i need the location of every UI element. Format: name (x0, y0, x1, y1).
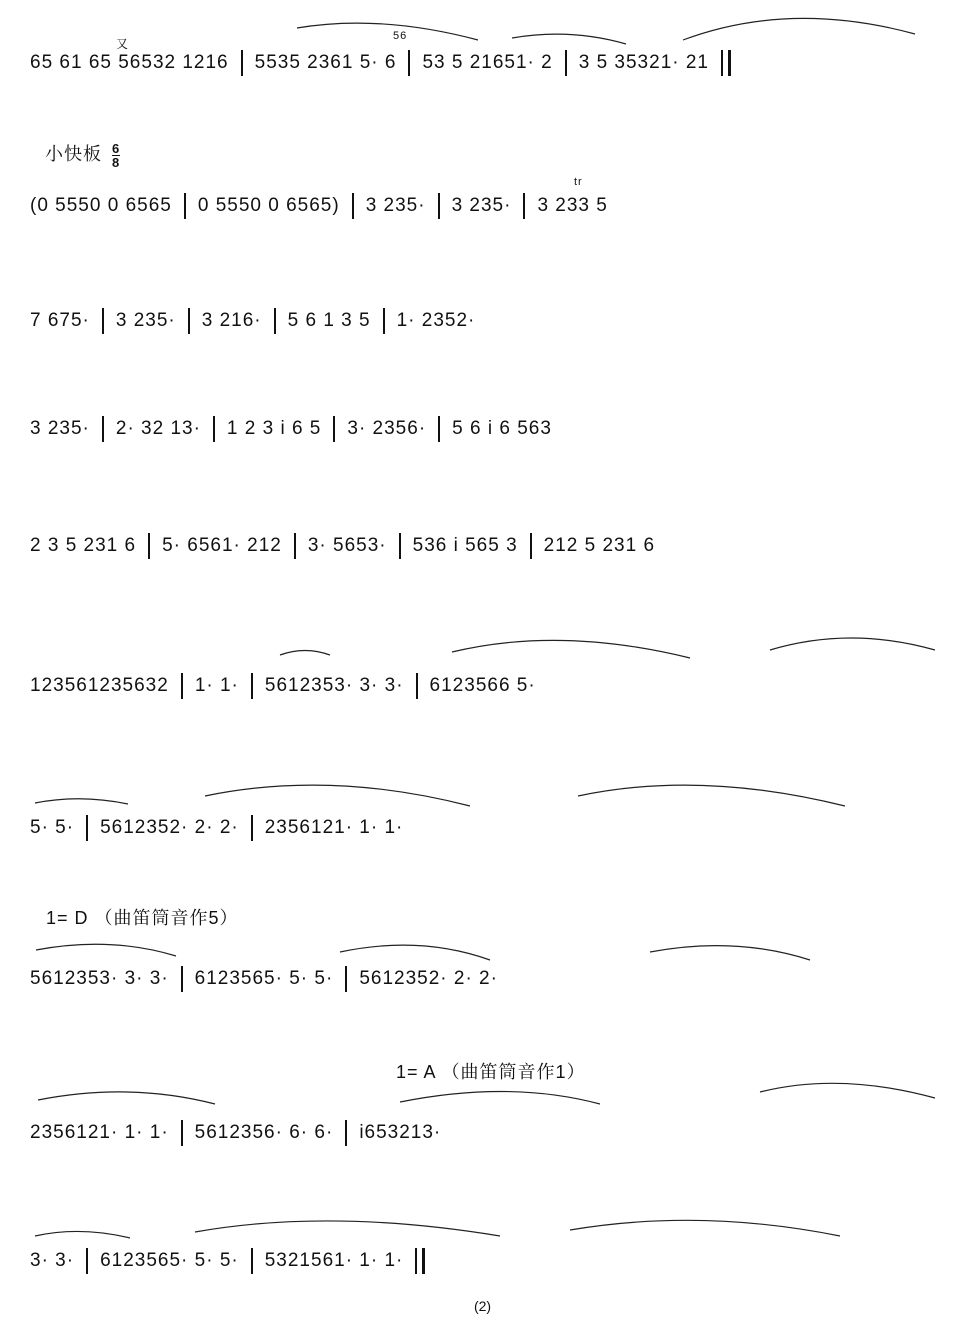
measure: 3 235· (30, 418, 90, 439)
measure: 3 235· (451, 195, 512, 216)
barline (383, 308, 385, 334)
measure: 3 216· (201, 310, 262, 331)
measure: 5535 2361 5· 6 (254, 52, 397, 73)
measure: 5612353· 3· 3· (264, 675, 404, 696)
barline (102, 308, 104, 334)
barline (213, 416, 215, 442)
final-barline (415, 1248, 425, 1274)
measure: 0 5550 0 6565) (197, 195, 340, 216)
barline (251, 815, 253, 841)
time-signature-bottom: 8 (112, 154, 121, 170)
barline (86, 1248, 88, 1274)
score-system (30, 308, 935, 334)
measure: 5· 5· (30, 817, 75, 838)
barline (565, 50, 567, 76)
barline (241, 50, 243, 76)
barline (416, 673, 418, 699)
barline (102, 416, 104, 442)
measure: 5· 6561· 212 (162, 535, 282, 556)
measure: 2· 32 13· (115, 418, 201, 439)
measure: 5612353· 3· 3· (30, 968, 169, 989)
barline (530, 533, 532, 559)
measure: 1· 2352· (396, 310, 476, 331)
measure: 2356121· 1· 1· (264, 817, 404, 838)
trill-mark (574, 176, 583, 188)
barline (408, 50, 410, 76)
measure: 7 675· (30, 310, 90, 331)
score-system (30, 1120, 935, 1146)
measure: 5612356· 6· 6· (194, 1122, 334, 1143)
measure: (0 5550 0 6565 (30, 195, 172, 216)
barline (188, 308, 190, 334)
measure: 3 235· (365, 195, 426, 216)
barline (181, 673, 183, 699)
time-signature (112, 142, 120, 169)
measure: 65 61 65 56532 1216 (30, 52, 229, 73)
barline (399, 533, 401, 559)
barline (148, 533, 150, 559)
key-change-d (46, 904, 239, 930)
measure: 212 5 231 6 (543, 535, 656, 556)
measure: i653213· (359, 1122, 442, 1143)
mordent-text: 又 (116, 37, 130, 51)
barline (345, 1120, 347, 1146)
barline (345, 966, 347, 992)
key-change-a-key: 1= A (396, 1062, 436, 1082)
key-change-a-note: （曲笛筒音作1） (441, 1062, 586, 1082)
measure: 5 6 1 3 5 (287, 310, 371, 331)
measure: 123561235632 (30, 675, 169, 696)
final-barline (721, 50, 731, 76)
measure: 3 5 35321· 21 (578, 52, 709, 73)
mordent-mark (116, 35, 129, 52)
barline (333, 416, 335, 442)
score-system (30, 1248, 935, 1274)
measure: 5 6 i 6 563 (452, 418, 552, 439)
tempo-marking: 小快板 (45, 144, 102, 164)
measure: 5612352· 2· 2· (100, 817, 239, 838)
barline (184, 193, 186, 219)
measure: 53 5 21651· 2 (422, 52, 553, 73)
score-system (30, 416, 935, 442)
barline (181, 1120, 183, 1146)
barline (438, 193, 440, 219)
measure: 5321561· 1· 1· (264, 1250, 404, 1271)
key-change-d-note: （曲笛筒音作5） (94, 908, 239, 928)
time-signature-top: 6 (112, 140, 121, 156)
key-change-a (396, 1058, 586, 1084)
page-number: (2) (473, 1298, 492, 1314)
barline (352, 193, 354, 219)
barline (251, 673, 253, 699)
measure: 3· 3· (30, 1250, 75, 1271)
measure: 3 233 5 (537, 195, 608, 216)
grace-note (393, 30, 407, 42)
measure: 536 i 565 3 (412, 535, 518, 556)
measure: 5612352· 2· 2· (359, 968, 498, 989)
measure: 1· 1· (194, 675, 239, 696)
score-system (30, 673, 935, 699)
score-system (30, 815, 935, 841)
barline (294, 533, 296, 559)
key-change-d-key: 1= D (46, 908, 89, 928)
trill-text: tr (574, 176, 583, 188)
measure: 3· 5653· (307, 535, 387, 556)
score-system (30, 533, 935, 559)
score-system (30, 966, 935, 992)
barline (251, 1248, 253, 1274)
score-system (30, 193, 935, 219)
measure: 6123565· 5· 5· (100, 1250, 239, 1271)
barline (86, 815, 88, 841)
grace-note-text: 56 (393, 30, 408, 42)
measure: 3 235· (115, 310, 176, 331)
measure: 2 3 5 231 6 (30, 535, 137, 556)
barline (181, 966, 183, 992)
barline (438, 416, 440, 442)
score-system (30, 50, 935, 76)
measure: 3· 2356· (347, 418, 427, 439)
measure: 6123565· 5· 5· (194, 968, 334, 989)
measure: 6123566 5· (429, 675, 536, 696)
measure: 1 2 3 i 6 5 (226, 418, 322, 439)
barline (274, 308, 276, 334)
measure: 2356121· 1· 1· (30, 1122, 169, 1143)
barline (523, 193, 525, 219)
tempo-marking-row (45, 140, 120, 169)
